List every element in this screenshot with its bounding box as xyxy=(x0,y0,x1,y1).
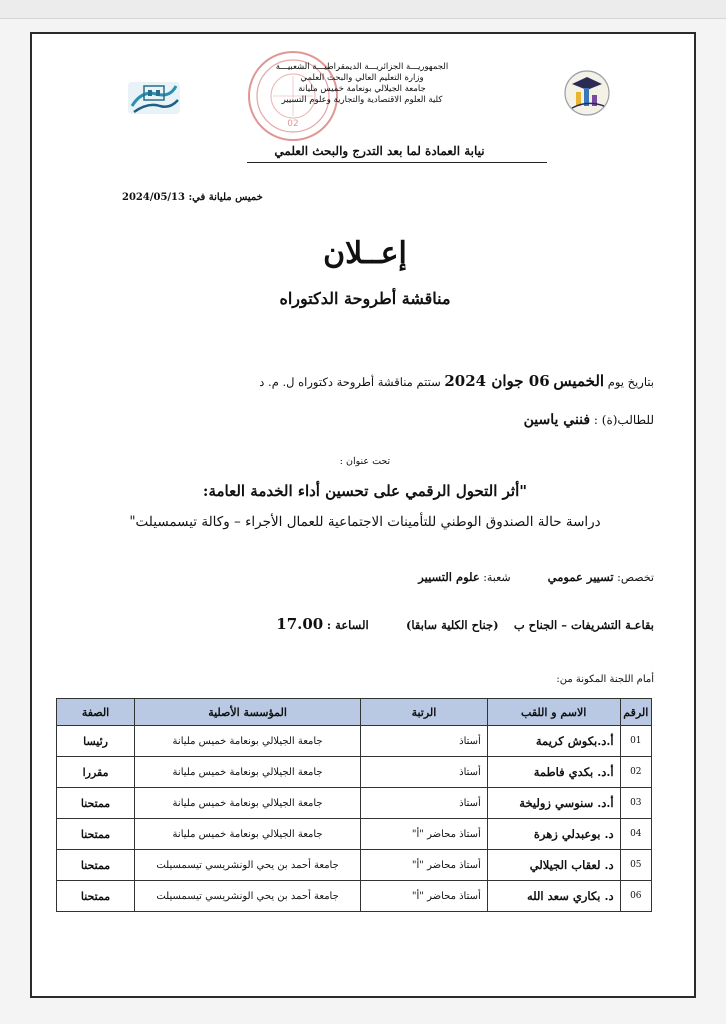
row-name: أ.د. سنوسي زوليخة xyxy=(487,788,620,819)
under-title-label: تحت عنوان : xyxy=(339,456,391,467)
date-line: خميس مليانة في: 2024/05/13 xyxy=(122,192,263,203)
row-role: ممتحنا xyxy=(57,788,135,819)
document-page xyxy=(30,32,696,998)
row-num: 03 xyxy=(620,788,651,819)
student-name: فنني ياسين xyxy=(523,412,591,428)
row-institution: جامعة الجيلالي بونعامة خميس مليانة xyxy=(135,726,361,757)
venue-note: (جناح الكلية سابقا) xyxy=(405,618,499,632)
time-label: الساعة : xyxy=(326,618,369,632)
table-row xyxy=(57,726,652,757)
defense-prefix: بتاريخ يوم xyxy=(607,375,654,389)
branch-value: علوم التسيير xyxy=(418,570,480,584)
row-institution: جامعة أحمد بن يحي الونشريسي تيسمسيلت xyxy=(135,881,361,912)
faculty-logo-icon xyxy=(562,68,612,118)
specialty-label: تخصص: xyxy=(617,571,654,584)
header-line: جامعة الجيلالي بونعامة خميس مليانة xyxy=(298,84,426,94)
time-value: 17.00 xyxy=(276,615,324,633)
row-num: 01 xyxy=(620,726,651,757)
svg-text:02: 02 xyxy=(287,119,299,129)
header-rank: الرتبة xyxy=(361,699,488,726)
defense-day: الخميس xyxy=(553,372,605,390)
row-institution: جامعة الجيلالي بونعامة خميس مليانة xyxy=(135,788,361,819)
university-logo-icon xyxy=(126,76,182,120)
header-role: الصفة xyxy=(57,699,135,726)
row-rank: أستاذ محاضر "أ" xyxy=(361,819,488,850)
row-name: د. لعقاب الجيلالي xyxy=(487,850,620,881)
committee-label: أمام اللجنة المكونة من: xyxy=(556,674,654,685)
row-role: مقررا xyxy=(57,757,135,788)
row-institution: جامعة الجيلالي بونعامة خميس مليانة xyxy=(135,819,361,850)
row-role: ممتحنا xyxy=(57,881,135,912)
header-title: نيابة العمادة لما بعد التدرج والبحث العلمي xyxy=(274,144,485,158)
row-rank: أستاذ محاضر "أ" xyxy=(361,850,488,881)
top-bar xyxy=(0,0,726,19)
branch-label: شعبة: xyxy=(483,571,511,584)
row-rank: أستاذ محاضر "أ" xyxy=(361,881,488,912)
row-rank: أستاذ xyxy=(361,757,488,788)
row-institution: جامعة الجيلالي بونعامة خميس مليانة xyxy=(135,757,361,788)
venue-line xyxy=(94,615,654,633)
row-role: ممتحنا xyxy=(57,819,135,850)
header-divider xyxy=(247,162,547,163)
row-name: أ.د.بكوش كريمة xyxy=(487,726,620,757)
header-line: وزارة التعليم العالي والبحث العلمي xyxy=(300,73,424,83)
header-line: الجمهوريـــة الجزائريـــة الديمقراطيـــة الشعبيـــة xyxy=(275,62,449,72)
header-name: الاسم و اللقب xyxy=(487,699,620,726)
defense-suffix: ستتم مناقشة أطروحة دكتوراه ل. م. د xyxy=(259,375,441,389)
student-line xyxy=(94,412,654,428)
row-name: أ.د. بكدي فاطمة xyxy=(487,757,620,788)
defense-date-line xyxy=(94,372,654,390)
row-num: 04 xyxy=(620,819,651,850)
table-row xyxy=(57,819,652,850)
row-num: 05 xyxy=(620,850,651,881)
row-rank: أستاذ xyxy=(361,726,488,757)
row-name: د. بكاري سعد الله xyxy=(487,881,620,912)
table-row xyxy=(57,850,652,881)
row-num: 02 xyxy=(620,757,651,788)
row-name: د. بوعبدلي زهرة xyxy=(487,819,620,850)
defense-date: 06 جوان 2024 xyxy=(444,372,550,390)
table-row xyxy=(57,788,652,819)
header-lines xyxy=(232,62,492,106)
committee-table xyxy=(56,698,652,912)
table-row xyxy=(57,881,652,912)
row-num: 06 xyxy=(620,881,651,912)
thesis-title-line-2: دراسة حالة الصندوق الوطني للتأمينات الاجتماعية للعمال الأجراء – وكالة تيسمسيلت" xyxy=(129,514,601,530)
venue-place: بقاعـة التشريفات – الجناح ب xyxy=(513,618,654,632)
header-institution: المؤسسة الأصلية xyxy=(135,699,361,726)
row-institution: جامعة أحمد بن يحي الونشريسي تيسمسيلت xyxy=(135,850,361,881)
table-header-row xyxy=(57,699,652,726)
thesis-title-line-1: "أثر التحول الرقمي على تحسين أداء الخدمة العامة: xyxy=(202,482,528,500)
announcement-subtitle: مناقشة أطروحة الدكتوراه xyxy=(279,289,451,308)
header-line: كلية العلوم الاقتصادية والتجارية وعلوم التسيير xyxy=(281,95,443,105)
header-num: الرقم xyxy=(620,699,651,726)
table-row xyxy=(57,757,652,788)
announcement-title: إعــلان xyxy=(323,236,407,271)
row-role: ممتحنا xyxy=(57,850,135,881)
specialty-line xyxy=(94,570,654,584)
student-label: للطالب(ة) : xyxy=(593,413,654,427)
row-rank: أستاذ xyxy=(361,788,488,819)
specialty-value: تسيير عمومي xyxy=(547,570,614,584)
row-role: رئيسا xyxy=(57,726,135,757)
